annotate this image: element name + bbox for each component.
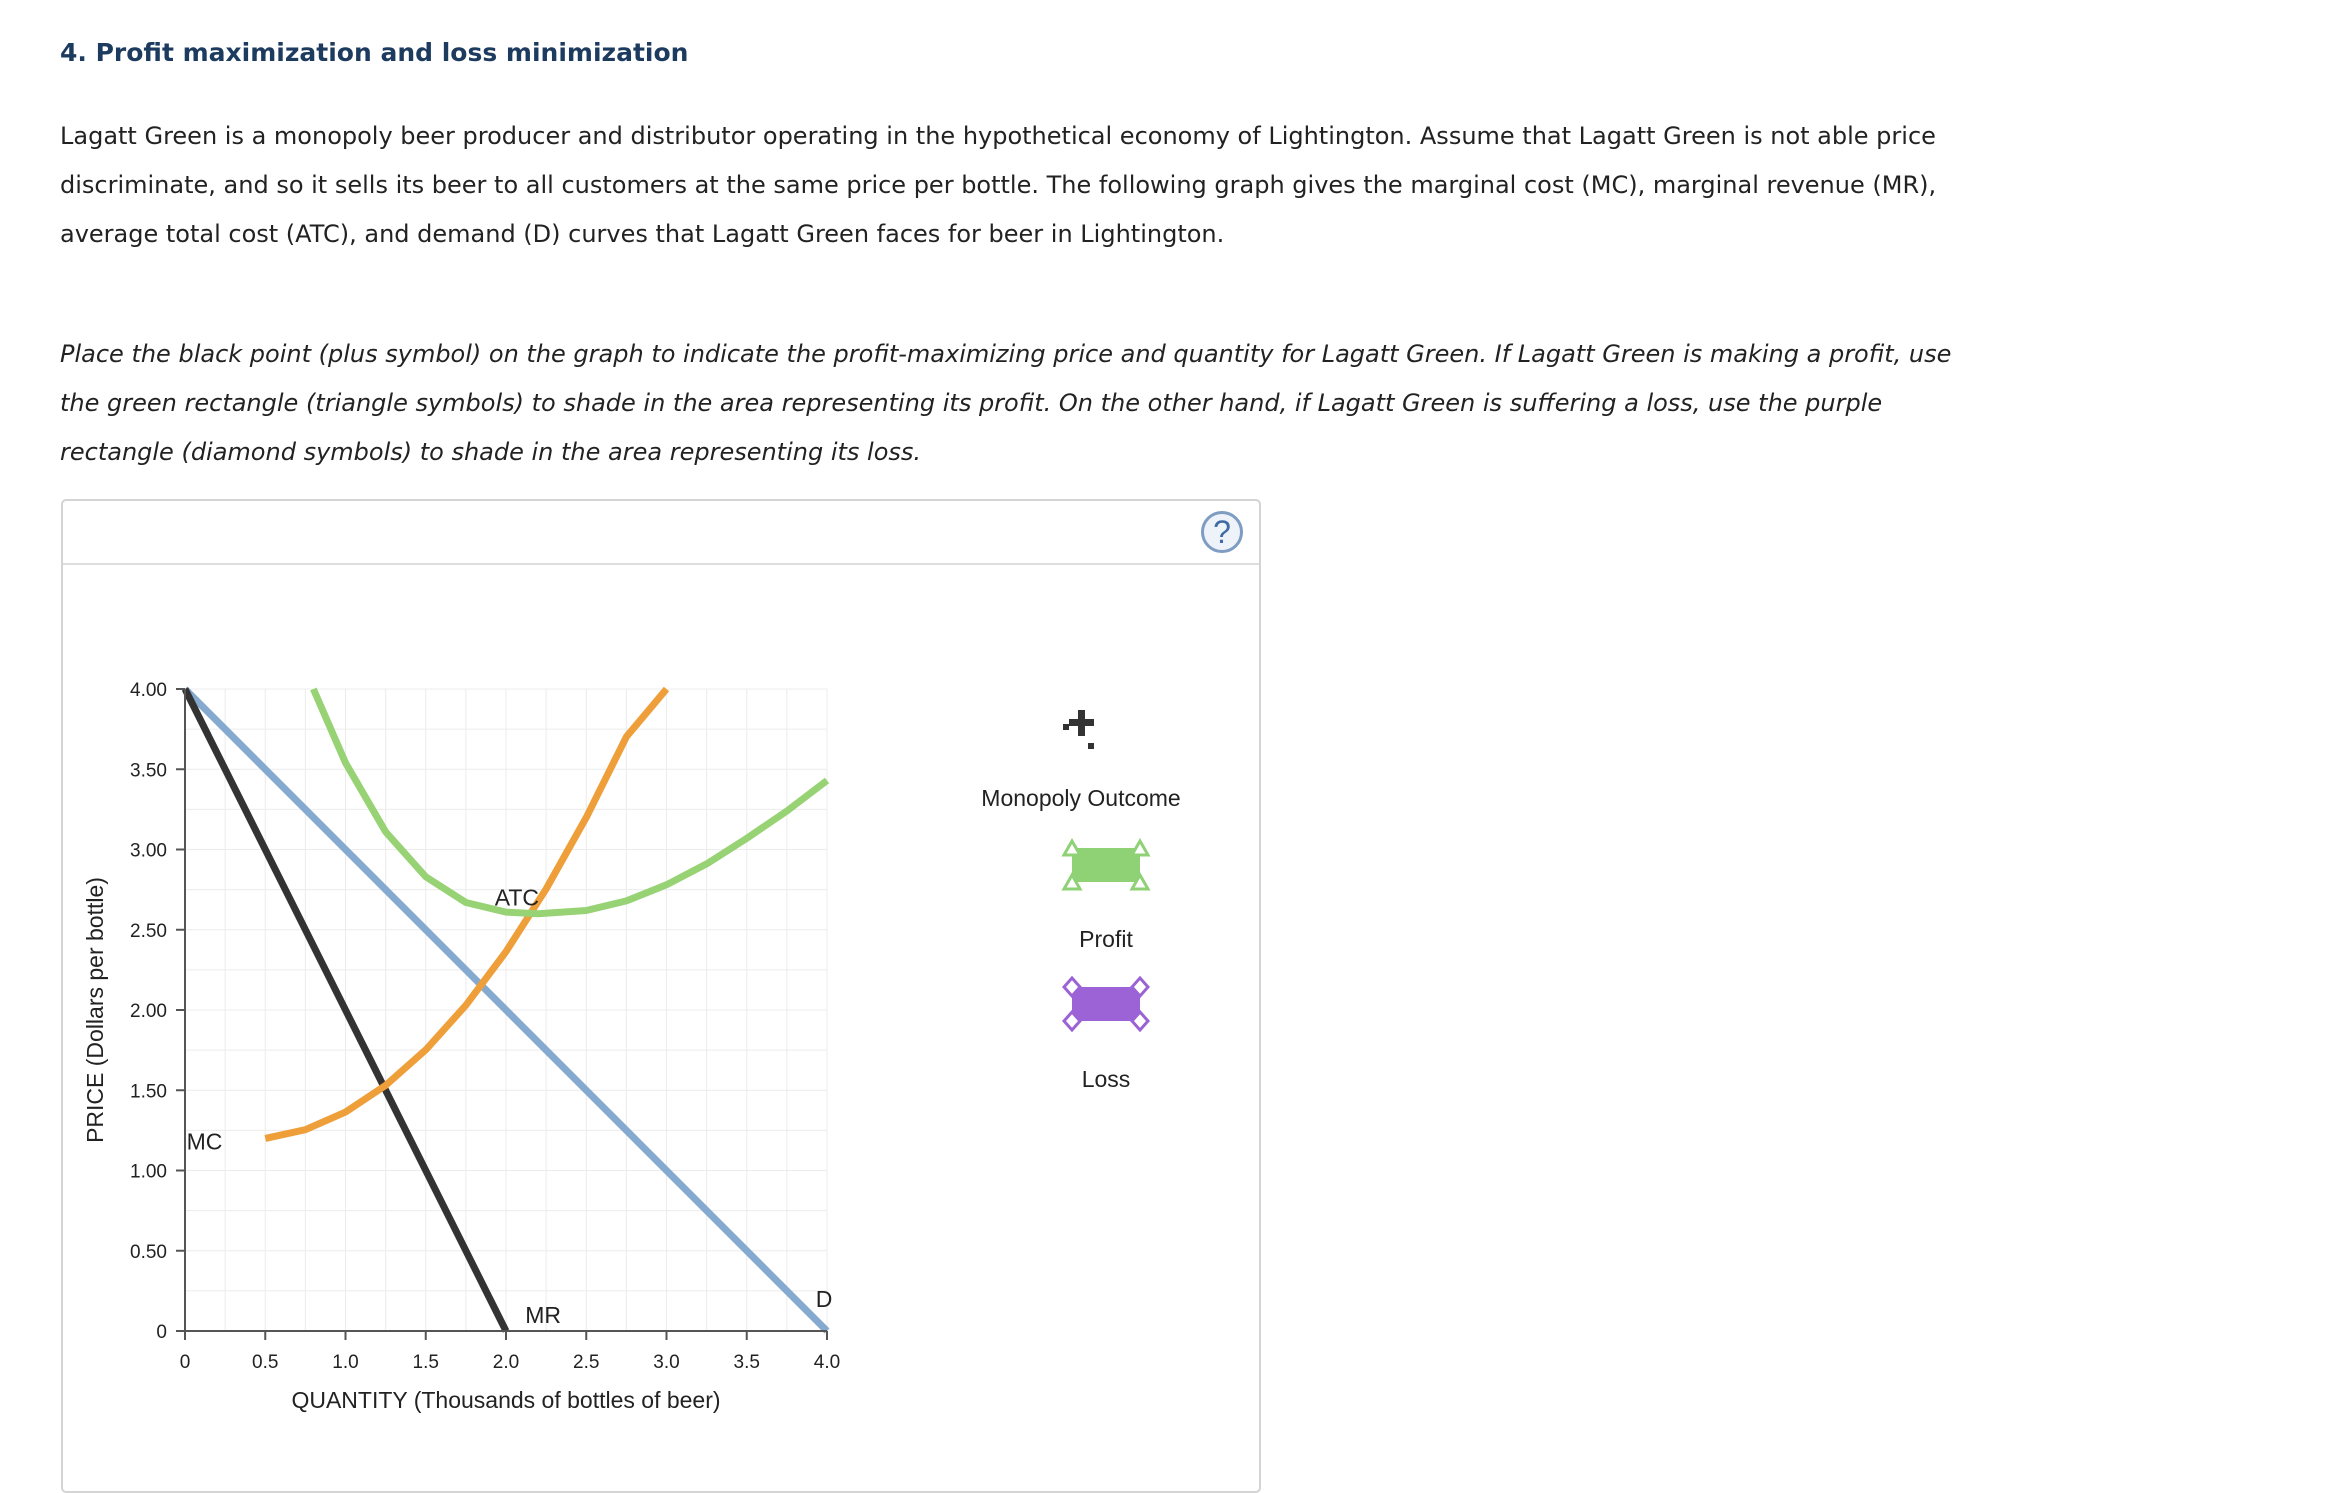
x-axis-title: QUANTITY (Thousands of bottles of beer): [291, 1387, 721, 1413]
x-tick-label: 1.0: [332, 1352, 359, 1373]
y-tick-label: 1.00: [130, 1161, 167, 1183]
x-tick-label: 0.5: [252, 1352, 279, 1373]
curve-label-mc: MC: [186, 1128, 223, 1155]
legend-profit[interactable]: [1064, 841, 1148, 952]
x-tick-label: 2.5: [573, 1352, 600, 1373]
help-icon[interactable]: ?: [1201, 511, 1243, 553]
y-tick-label: 2.50: [130, 920, 167, 942]
x-tick-label: 1.5: [412, 1352, 439, 1373]
plus-icon[interactable]: [1063, 710, 1094, 749]
legend-label-profit: Profit: [1079, 926, 1133, 952]
curve-label-atc: ATC: [494, 884, 540, 911]
diamond-rectangle-icon[interactable]: [1064, 978, 1148, 1030]
legend-label-loss: Loss: [1081, 1066, 1131, 1092]
x-tick-label: 0: [179, 1352, 191, 1373]
question-intro: Lagatt Green is a monopoly beer producer and distributor operating in the hypothetical economy of Lightington. Assume that Lagatt Green is not able price discriminate, and so it sells its beer to all customers at the same price per bottle. The following graph gives the marginal cost (MC), marginal revenue (MR), average total cost (ATC), and demand (D) curves that Lagatt Green faces for beer in Lightington.: [60, 122, 1937, 248]
y-tick-label: 0.50: [130, 1241, 167, 1263]
curve-label-d: D: [815, 1285, 833, 1312]
x-tick-label: 3.5: [733, 1352, 760, 1373]
triangle-rectangle-icon[interactable]: [1064, 841, 1148, 889]
y-tick-label: 3.00: [130, 840, 167, 862]
monopoly-graph[interactable]: [63, 501, 1259, 1491]
x-tick-label: 3.0: [653, 1352, 680, 1373]
y-tick-label: 4.00: [130, 680, 167, 701]
legend-monopoly-outcome[interactable]: [981, 710, 1180, 811]
legend-label-monopoly-outcome: Monopoly Outcome: [981, 785, 1181, 811]
y-tick-label: 2.00: [130, 1001, 167, 1022]
y-axis-title: PRICE (Dollars per bottle): [82, 877, 108, 1143]
question-title: 4. Profit maximization and loss minimization: [60, 38, 689, 67]
legend-loss[interactable]: [1064, 978, 1148, 1092]
y-tick-label: 3.50: [130, 760, 167, 782]
y-tick-label: 0: [156, 1322, 167, 1343]
y-tick-label: 1.50: [130, 1081, 167, 1103]
x-tick-label: 2.0: [492, 1352, 520, 1373]
graph-panel: [61, 499, 1261, 1493]
x-tick-label: 4.0: [813, 1352, 841, 1373]
question-instructions: Place the black point (plus symbol) on the graph to indicate the profit-maximizing price and quantity for Lagatt Green. If Lagatt Green is making a profit, use the green rectangle (triangle symbols) to shade in the area representing its profit. On the other hand, if Lagatt Green is suffering a loss, use the purple rectangle (diamond symbols) to shade in the area representing its loss.: [60, 340, 1952, 466]
curve-label-mr: MR: [525, 1301, 562, 1328]
